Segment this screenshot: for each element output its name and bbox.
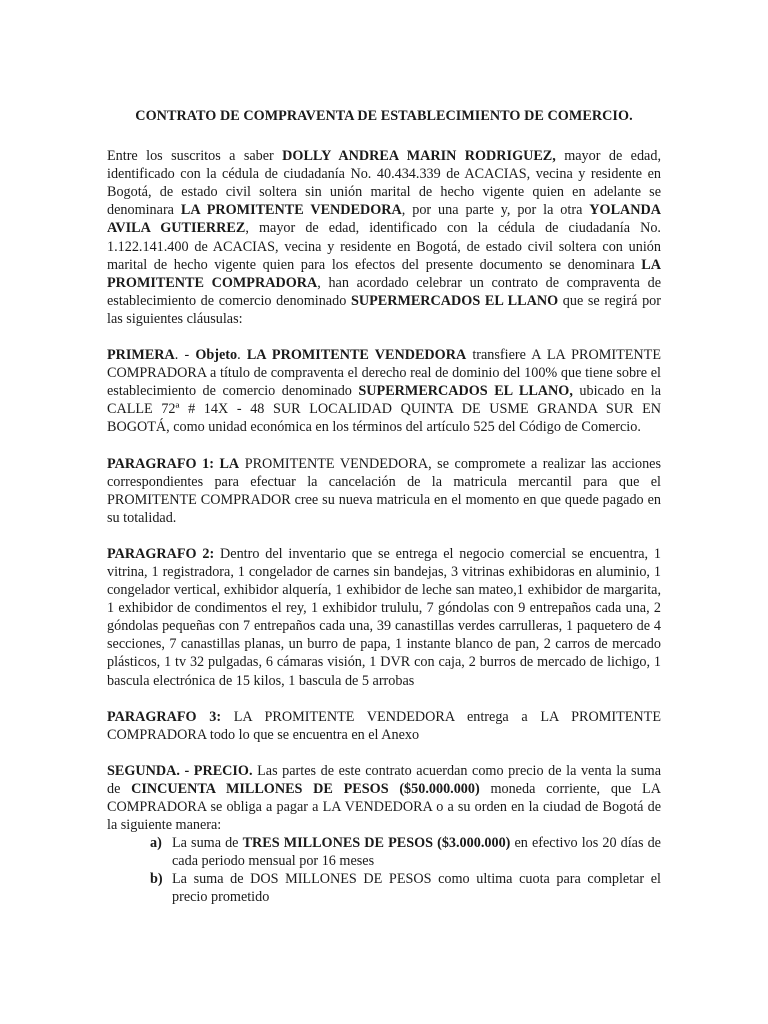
clause-segunda-heading: SEGUNDA. - PRECIO. (107, 762, 253, 779)
clause-segunda-text-1: Las partes de este contrato acuerdan como precio de la venta la suma de (107, 762, 661, 797)
clause-segunda-text-2: moneda corriente, que LA COMPRADORA se obliga a pagar a LA VENDEDORA o a su orden en la ciudad de Bogotá de la siguiente manera: (107, 780, 661, 834)
document-title: CONTRATO DE COMPRAVENTA DE ESTABLECIMIENTO DE COMERCIO. (135, 108, 633, 124)
intro-text-1: Entre los suscritos a saber (107, 148, 283, 165)
list-marker: a) (150, 835, 162, 852)
clause-primera-sep: . - (174, 347, 196, 364)
paragrafo-2-heading: PARAGRAFO 2: (107, 545, 215, 562)
paragrafo-1-text: PROMITENTE VENDEDORA, se compromete a realizar las acciones correspondientes para efectuar la cancelación de la matricula mercantil para que el PROMITENTE COMPRADOR cree su nueva matricula en el momento en que quede pagado en su totalidad. (107, 455, 661, 526)
clause-primera-dot: . (237, 347, 247, 364)
contract-document (107, 107, 661, 907)
paragrafo-1 (107, 455, 661, 527)
intro-paragraph (107, 147, 661, 328)
clause-primera (107, 346, 661, 436)
clause-primera-object: Objeto (195, 347, 238, 364)
business-name: SUPERMERCADOS EL LLANO (350, 292, 559, 309)
list-item-text-2: en efectivo los 20 días de cada periodo mensual por 16 meses (172, 835, 661, 870)
list-item-text-1: La suma de (172, 835, 243, 852)
list-item (107, 834, 661, 870)
paragrafo-1-heading: PARAGRAFO 1: LA (107, 455, 240, 472)
list-marker: b) (150, 871, 163, 888)
list-item-amount: TRES MILLONES DE PESOS ($3.000.000) (242, 835, 511, 852)
intro-text-3: , por una parte y, por la otra (401, 202, 590, 219)
intro-text-5: , han acordado celebrar un contrato de compraventa de establecimiento de comercio denominado (107, 274, 661, 309)
paragrafo-2 (107, 545, 661, 690)
clause-primera-text-2: ubicado en la CALLE 72ª # 14X - 48 SUR LOCALIDAD QUINTA DE USME GRANDA SUR EN BOGOTÁ, como unidad económica en los términos del artículo 525 del Código de Comercio. (107, 383, 661, 436)
seller-name: DOLLY ANDREA MARIN RODRIGUEZ, (282, 148, 556, 165)
intro-text-6: que se regirá por las siguientes cláusulas: (107, 292, 661, 327)
paragrafo-3-heading: PARAGRAFO 3: (107, 708, 222, 725)
payment-list (107, 834, 661, 906)
paragrafo-3 (107, 708, 661, 744)
paragrafo-3-text: LA PROMITENTE VENDEDORA entrega a LA PROMITENTE COMPRADORA todo lo que se encuentra en el Anexo (107, 708, 661, 743)
clause-primera-heading: PRIMERA (107, 347, 175, 364)
clause-segunda (107, 762, 661, 834)
price-total: CINCUENTA MILLONES DE PESOS ($50.000.000) (131, 780, 480, 797)
buyer-role: LA PROMITENTE COMPRADORA (107, 256, 661, 291)
clause-primera-text-1: transfiere A LA PROMITENTE COMPRADORA a título de compraventa el derecho real de dominio del 100% que tiene sobre el establecimiento de comercio denominado (107, 347, 662, 400)
buyer-name: YOLANDA AVILA GUTIERREZ (107, 202, 662, 237)
clause-primera-business: SUPERMERCADOS EL LLANO, (358, 383, 573, 400)
paragrafo-2-text: Dentro del inventario que se entrega el negocio comercial se encuentra, 1 vitrina, 1 registradora, 1 congelador de carnes sin bandejas, 3 vitrinas exhibidoras en aluminio, 1 congelador vertical, exhibidor alquería, 1 exhibidor de leche san mateo,1 exhibidor de margarita, 1 exhibidor de condimentos el rey, 1 exhibidor trululu, 7 góndolas con 9 entrepaños cada una, 2 góndolas pequeñas con 7 entrepaños cada una, 39 canastillas verdes carrulleras, 1 paquetero de 4 secciones, 7 canastillas planas, un burro de papa, 1 instante blanco de pan, 2 carros de mercado plásticos, 1 tv 32 pulgadas, 6 cámaras visión, 1 DVR con caja, 2 burros de mercado de lichigo, 1 bascula electrónica de 15 kilos, 1 bascula de 5 arrobas (107, 545, 661, 689)
intro-text-2: mayor de edad, identificado con la cédula de ciudadanía No. 40.434.339 de ACACIAS, vecina y residente en Bogotá, de estado civil soltera sin unión marital de hecho vigente quien en adelante se denominara (107, 148, 661, 219)
list-item (107, 870, 661, 906)
list-item-text-1: La suma de DOS MILLONES DE PESOS como ultima cuota para completar el precio prometido (172, 871, 661, 906)
intro-text-4: , mayor de edad, identificado con la cédula de ciudadanía No. 1.122.141.400 de ACACIAS, vecina y residente en Bogotá, de estado civil soltera con unión marital de hecho vigente quien para los efectos del presente documento se denominara (107, 220, 661, 273)
clause-primera-seller: LA PROMITENTE VENDEDORA (246, 347, 467, 364)
seller-role: LA PROMITENTE VENDEDORA (180, 202, 402, 219)
